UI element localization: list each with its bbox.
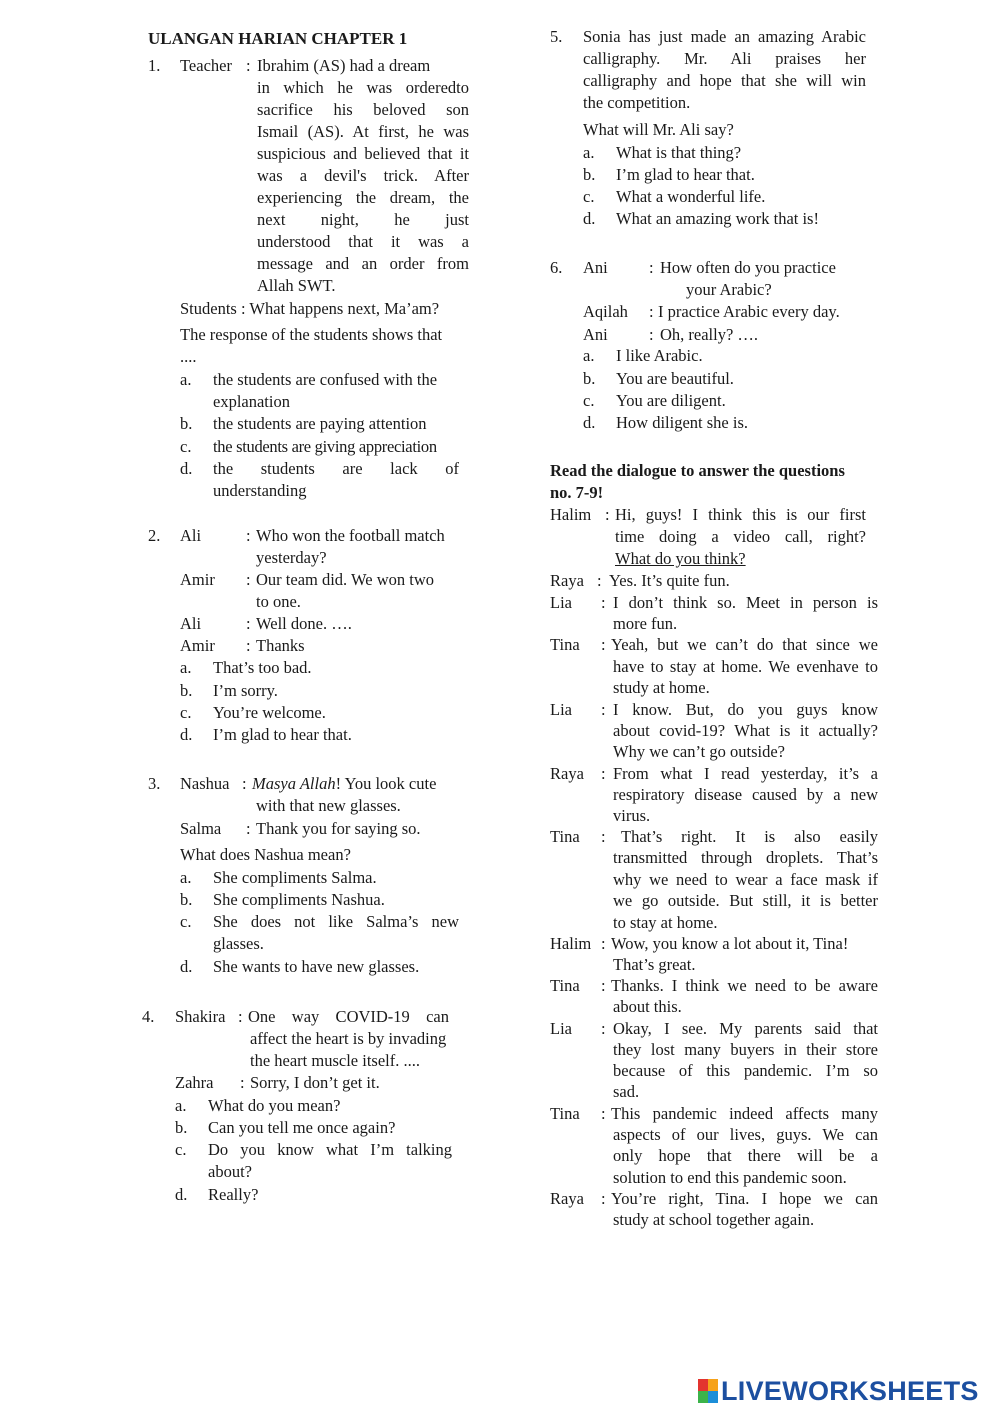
dialogue-heading: Read the dialogue to answer the questions xyxy=(550,461,845,480)
text-line: Ismail (AS). At first, he was xyxy=(257,122,469,141)
question-prompt: The response of the students shows that xyxy=(180,325,443,344)
question-number: 5. xyxy=(550,27,563,46)
text-line: in which he was orderedto xyxy=(257,78,469,97)
text-line: experiencing the dream, the xyxy=(257,188,469,207)
text-line: was a devil's trick. After xyxy=(257,166,469,185)
logo-square-orange xyxy=(708,1379,718,1391)
text-line: sacrifice his beloved son xyxy=(257,100,469,119)
question-number: 1. xyxy=(148,56,161,75)
logo-square-red xyxy=(698,1379,708,1391)
text-line: suspicious and believed that it xyxy=(257,144,469,163)
question-number: 3. xyxy=(148,774,161,793)
question-prompt: What will Mr. Ali say? xyxy=(583,120,734,139)
question-number: 6. xyxy=(550,258,563,277)
logo-text: LIVEWORKSHEETS xyxy=(721,1376,979,1406)
text-line: understood that it was a xyxy=(257,232,469,251)
logo-square-green xyxy=(698,1391,708,1403)
students-line: Students : What happens next, Ma’am? xyxy=(180,299,440,318)
question-text: Sonia has just made an amazing Arabic calligraphy. Mr. Ali praises her calligraphy and hope that she will win the competition. xyxy=(583,27,866,112)
question-prompt: What does Nashua mean? xyxy=(180,845,351,864)
page-title: ULANGAN HARIAN CHAPTER 1 xyxy=(148,29,408,48)
logo-square-blue xyxy=(708,1391,718,1403)
question-number: 4. xyxy=(142,1007,155,1026)
text-line: next night, he just xyxy=(257,210,469,229)
question-number: 2. xyxy=(148,526,161,545)
text-line: message and an order from xyxy=(257,254,469,273)
text-line: Ibrahim (AS) had a dream xyxy=(257,56,431,75)
liveworksheets-logo[interactable] xyxy=(698,1377,979,1405)
speaker-teacher: Teacher xyxy=(180,56,232,75)
text-line: Allah SWT. xyxy=(257,276,336,295)
teacher-line xyxy=(257,55,469,297)
liveworksheets-logo-icon xyxy=(698,1379,718,1403)
